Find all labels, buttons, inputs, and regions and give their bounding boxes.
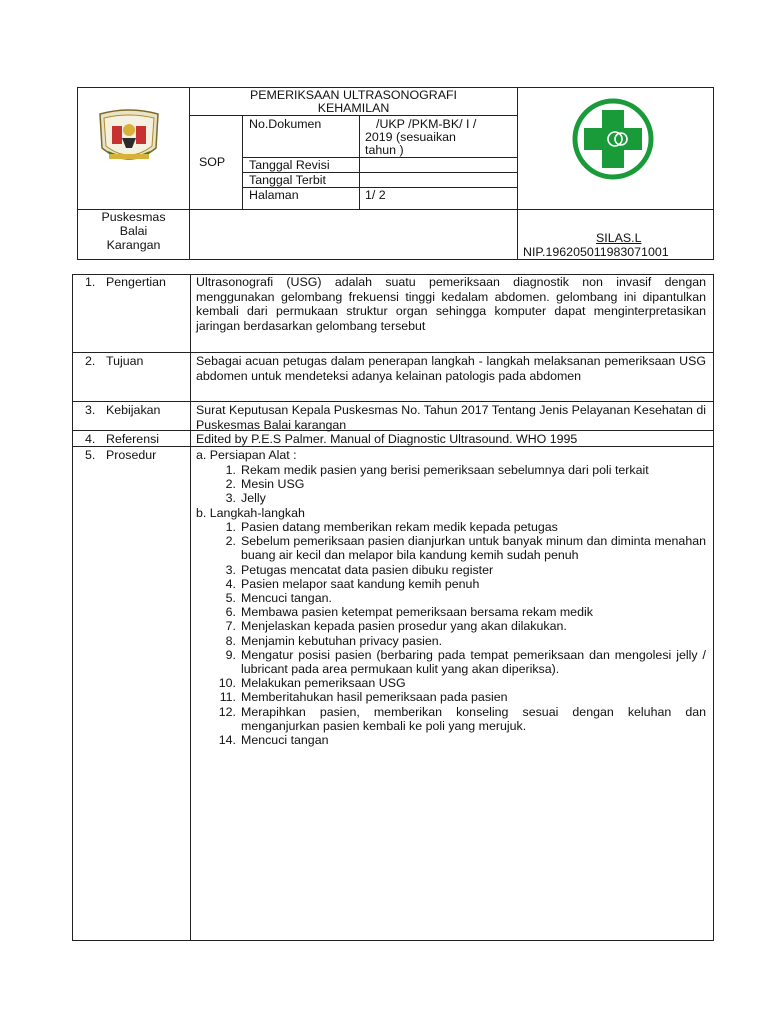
langkah-item (214, 563, 706, 577)
langkah-item (214, 733, 706, 747)
alat-item-number: 3. (225, 491, 236, 506)
prosedur-sub-b: b. Langkah-langkah (196, 506, 305, 520)
alat-list (214, 463, 706, 506)
section-3-text: Surat Keputusan Kepala Puskesmas No. Tahun 2017 Tentang Jenis Pelayanan Kesehatan di Puskesmas Balai karangan (196, 403, 706, 432)
section-4-label: Referensi (106, 432, 160, 446)
langkah-item-number: 9. (225, 647, 236, 662)
langkah-item-number: 10. (218, 676, 236, 691)
langkah-item (214, 605, 706, 619)
alat-item-text: Jelly (241, 491, 266, 506)
langkah-item (214, 619, 706, 633)
alat-item (214, 491, 706, 505)
prosedur-sub-a: a. Persiapan Alat : (196, 448, 297, 462)
alat-item-text: Rekam medik pasien yang berisi pemeriksaan sebelumnya dari poli terkait (241, 463, 649, 477)
section-4-number: 4. (85, 432, 96, 446)
no-dokumen-value-1: /UKP /PKM-BK/ I / (376, 117, 477, 131)
langkah-item-number: 3. (225, 562, 236, 577)
langkah-item (214, 676, 706, 690)
tanggal-terbit-label: Tanggal Terbit (249, 173, 326, 187)
regional-government-crest-icon (94, 108, 164, 168)
document-title-line2: KEHAMILAN (317, 101, 390, 115)
sop-label: SOP (199, 155, 226, 169)
langkah-item (214, 534, 706, 562)
alat-item-number: 2. (225, 477, 236, 492)
section-3-number: 3. (85, 403, 96, 417)
langkah-item-number: 6. (225, 605, 236, 620)
langkah-item-number: 1. (225, 520, 236, 534)
langkah-item-text: Pasien melapor saat kandung kemih penuh (241, 576, 480, 591)
langkah-item-number: 7. (225, 619, 236, 634)
langkah-item-number: 12. (218, 704, 236, 719)
langkah-item-number: 4. (225, 576, 236, 591)
section-1-label: Pengertian (106, 275, 166, 289)
langkah-item-number: 8. (225, 633, 236, 648)
org-name-line2: Balai (119, 224, 148, 238)
no-dokumen-label: No.Dokumen (249, 117, 322, 131)
alat-item (214, 463, 706, 477)
puskesmas-green-cross-logo-icon (572, 98, 654, 180)
langkah-item (214, 577, 706, 591)
document-title-line1: PEMERIKSAAN ULTRASONOGRAFI (249, 88, 457, 102)
langkah-item-text: Melakukan pemeriksaan USG (241, 676, 406, 691)
langkah-item-text: Mencuci tangan (241, 733, 329, 748)
no-dokumen-value-3: tahun ) (365, 143, 404, 157)
langkah-item-text: Membawa pasien ketempat pemeriksaan bersama rekam medik (241, 605, 593, 620)
langkah-item (214, 634, 706, 648)
section-3-label: Kebijakan (106, 403, 161, 417)
langkah-item-text: Memberitahukan hasil pemeriksaan pada pasien (241, 690, 508, 705)
halaman-label: Halaman (249, 188, 299, 202)
org-name-line3: Karangan (106, 238, 161, 252)
halaman-value: 1/ 2 (365, 188, 386, 202)
no-dokumen-value-2: 2019 (sesuaikan (365, 130, 456, 144)
signer-name: SILAS.L (596, 231, 642, 245)
langkah-item (214, 591, 706, 605)
langkah-item-text: Petugas mencatat data pasien dibuku register (241, 562, 494, 577)
langkah-item-text: Pasien datang memberikan rekam medik kepada petugas (241, 520, 558, 534)
langkah-item-text: Mencuci tangan. (241, 591, 332, 606)
alat-item-number: 1. (225, 463, 236, 477)
tanggal-revisi-label: Tanggal Revisi (249, 158, 330, 172)
langkah-item-text: Sebelum pemeriksaan pasien dianjurkan untuk banyak minum dan diminta menahan buang air kecil dan melapor bila kandung kemih sudah penuh (241, 534, 706, 563)
langkah-item (214, 520, 706, 534)
langkah-item-number: 14. (218, 733, 236, 748)
langkah-item (214, 690, 706, 704)
section-5-number: 5. (85, 448, 96, 462)
langkah-item-number: 2. (225, 534, 236, 549)
section-1-text: Ultrasonografi (USG) adalah suatu pemeriksaan diagnostik non invasif dengan menggunakan gelombang frekuensi tinggi kedalam abdomen. gelombang ini dipantulkan kembali dari permukaan struktur organ sehingga komputer dapat menginterpretasikan jaringan berdasarkan gelombang tersebut (196, 275, 706, 333)
section-2-label: Tujuan (106, 354, 144, 368)
langkah-item-number: 5. (225, 591, 236, 606)
langkah-item-text: Mengatur posisi pasien (berbaring pada tempat pemeriksaan dan mengolesi jelly / lubricant pada area permukaan kulit yang akan diperiksa). (241, 647, 706, 677)
section-5-label: Prosedur (106, 448, 157, 462)
section-4-text: Edited by P.E.S Palmer. Manual of Diagnostic Ultrasound. WHO 1995 (196, 432, 578, 446)
section-1-number: 1. (85, 275, 96, 289)
section-2-text: Sebagai acuan petugas dalam penerapan langkah - langkah melaksanan pemeriksaan USG abdomen untuk mendeteksi adanya kelainan patologis pada abdomen (196, 354, 706, 383)
section-2-number: 2. (85, 354, 96, 368)
alat-item (214, 477, 706, 491)
org-name-line1: Puskesmas (101, 210, 166, 224)
langkah-item-number: 11. (219, 690, 236, 705)
signer-nip: NIP.196205011983071001 (523, 245, 669, 259)
alat-item-text: Mesin USG (241, 477, 305, 492)
langkah-item-text: Menjamin kebutuhan privacy pasien. (241, 633, 443, 648)
langkah-item-text: Merapihkan pasien, memberikan konseling sesuai dengan keluhan dan menganjurkan pasien kembali ke poli yang merujuk. (241, 704, 706, 733)
langkah-item (214, 705, 706, 733)
langkah-list (214, 520, 706, 747)
langkah-item (214, 648, 706, 676)
langkah-item-text: Menjelaskan kepada pasien prosedur yang akan dilakukan. (241, 619, 567, 634)
